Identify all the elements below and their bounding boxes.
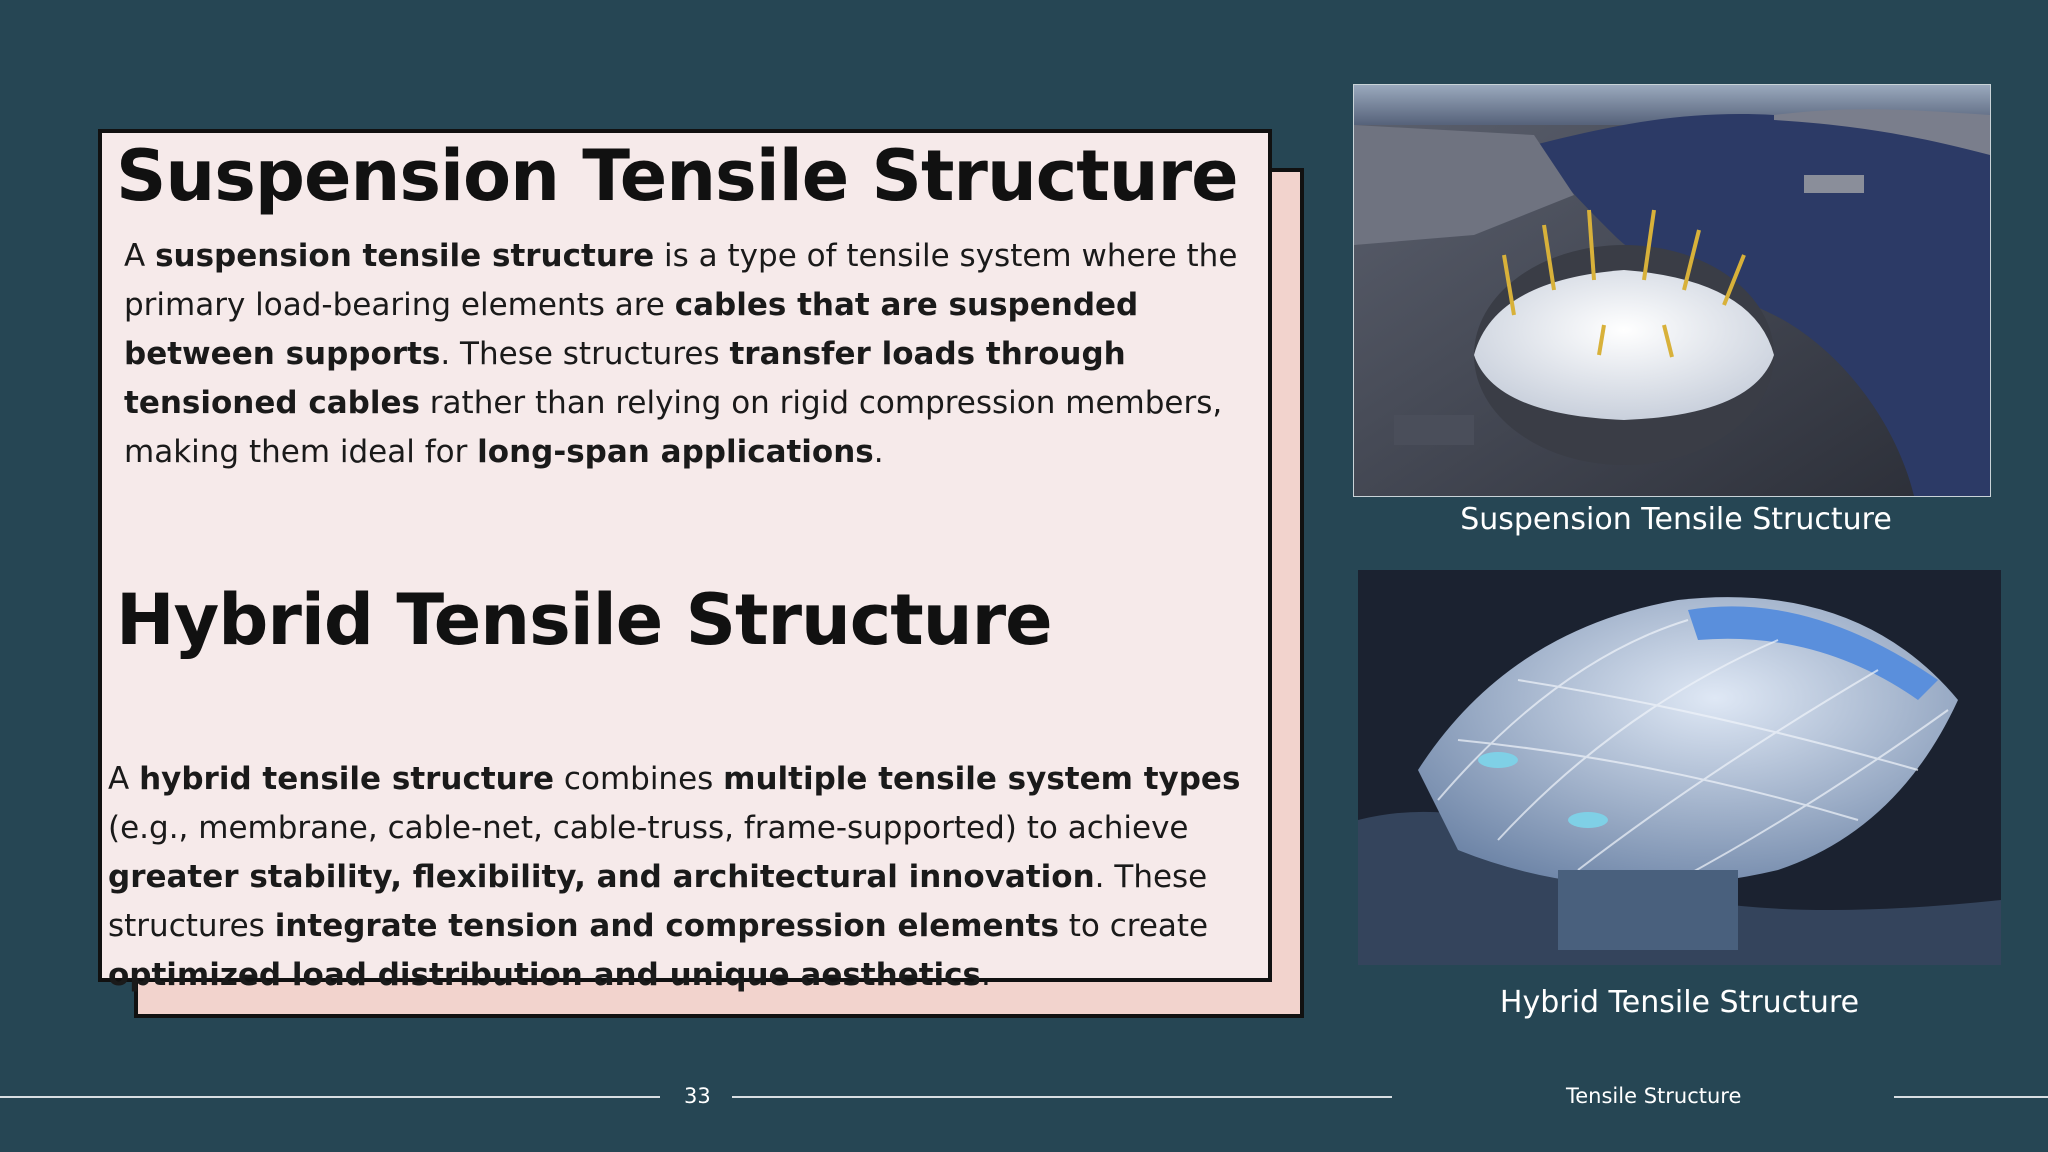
hybrid-structure-photo [1358,570,2001,965]
text-run: . [981,957,991,993]
text-run: A [108,761,140,797]
bold-phrase: greater stability, flexibility, and architectural innovation [108,859,1095,895]
bold-phrase: hybrid tensile structure [139,761,555,797]
text-run: A [124,238,156,274]
heading-hybrid: Hybrid Tensile Structure [116,579,1052,661]
text-run: to create [1058,908,1209,944]
caption-suspension: Suspension Tensile Structure [1460,502,1892,537]
text-run: is a type of tensile system where the primary load-bearing elements are [124,238,1238,323]
bold-phrase: multiple tensile system types [723,761,1241,797]
footer-rule-right [1894,1096,2048,1098]
bold-phrase: integrate tension and compression elements [274,908,1059,944]
footer-rule-middle [732,1096,1392,1098]
paragraph-suspension [124,232,1274,477]
text-run: . [873,434,884,470]
heading-suspension: Suspension Tensile Structure [116,135,1238,217]
bold-phrase: long-span applications [477,434,874,470]
text-run: combines [554,761,724,797]
bold-phrase: transfer loads through tensioned cables [124,336,1126,421]
text-run: rather than relying on rigid compression members, making them ideal for [124,385,1223,470]
page-number: 33 [684,1084,711,1108]
suspension-structure-photo [1353,84,1991,497]
bold-phrase: suspension tensile structure [155,238,655,274]
paragraph-hybrid [108,755,1258,1000]
bold-phrase: cables that are suspended between supports [124,287,1139,372]
footer-title: Tensile Structure [1566,1084,1742,1108]
footer-rule-left [0,1096,660,1098]
text-run: (e.g., membrane, cable-net, cable-truss, frame-supported) to achieve [108,810,1189,846]
bold-phrase: optimized load distribution and unique aesthetics [108,957,981,993]
caption-hybrid: Hybrid Tensile Structure [1499,985,1860,1020]
text-run: . These structures [108,859,1208,944]
text-run: . These structures [440,336,730,372]
